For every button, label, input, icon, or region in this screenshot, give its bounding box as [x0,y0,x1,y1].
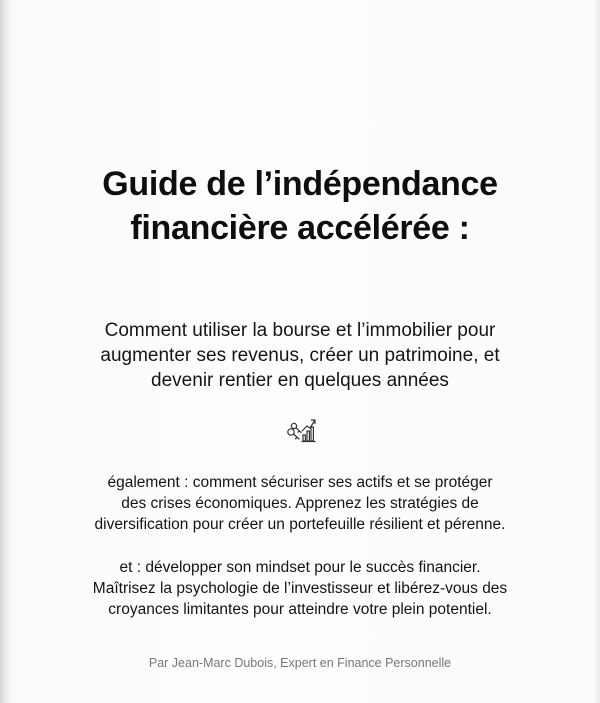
para2-line-3: croyances limitantes pour atteindre votre plein potentiel. [108,601,492,618]
keys-and-growth-chart-icon [284,415,318,445]
paragraph-mindset [50,557,550,620]
book-title [40,162,560,250]
para2-line-1: et : développer son mindset pour le succès financier. [119,559,481,576]
book-subtitle [60,318,540,393]
subtitle-line-1: Comment utiliser la bourse et l’immobilier pour [104,320,496,341]
subtitle-line-2: augmenter ses revenus, créer un patrimoine, et [100,345,500,366]
page-edge-shadow [594,0,600,703]
para2-line-2: Maîtrisez la psychologie de l’investisseur et libérez-vous des [92,580,508,597]
paragraph-security [50,472,550,535]
title-line-1: Guide de l’indépendance [102,165,498,203]
para1-line-1: également : comment sécuriser ses actifs et se protéger [107,474,493,491]
para1-line-3: diversification pour créer un portefeuille résilient et pérenne. [94,516,506,533]
author-byline: Par Jean-Marc Dubois, Expert en Finance Personnelle [148,656,452,670]
para1-line-2: des crises économiques. Apprenez les stratégies de [121,495,479,512]
title-line-2: financière accélérée : [130,209,470,247]
subtitle-line-3: devenir rentier en quelques années [151,370,449,391]
spine-shadow [0,0,18,703]
